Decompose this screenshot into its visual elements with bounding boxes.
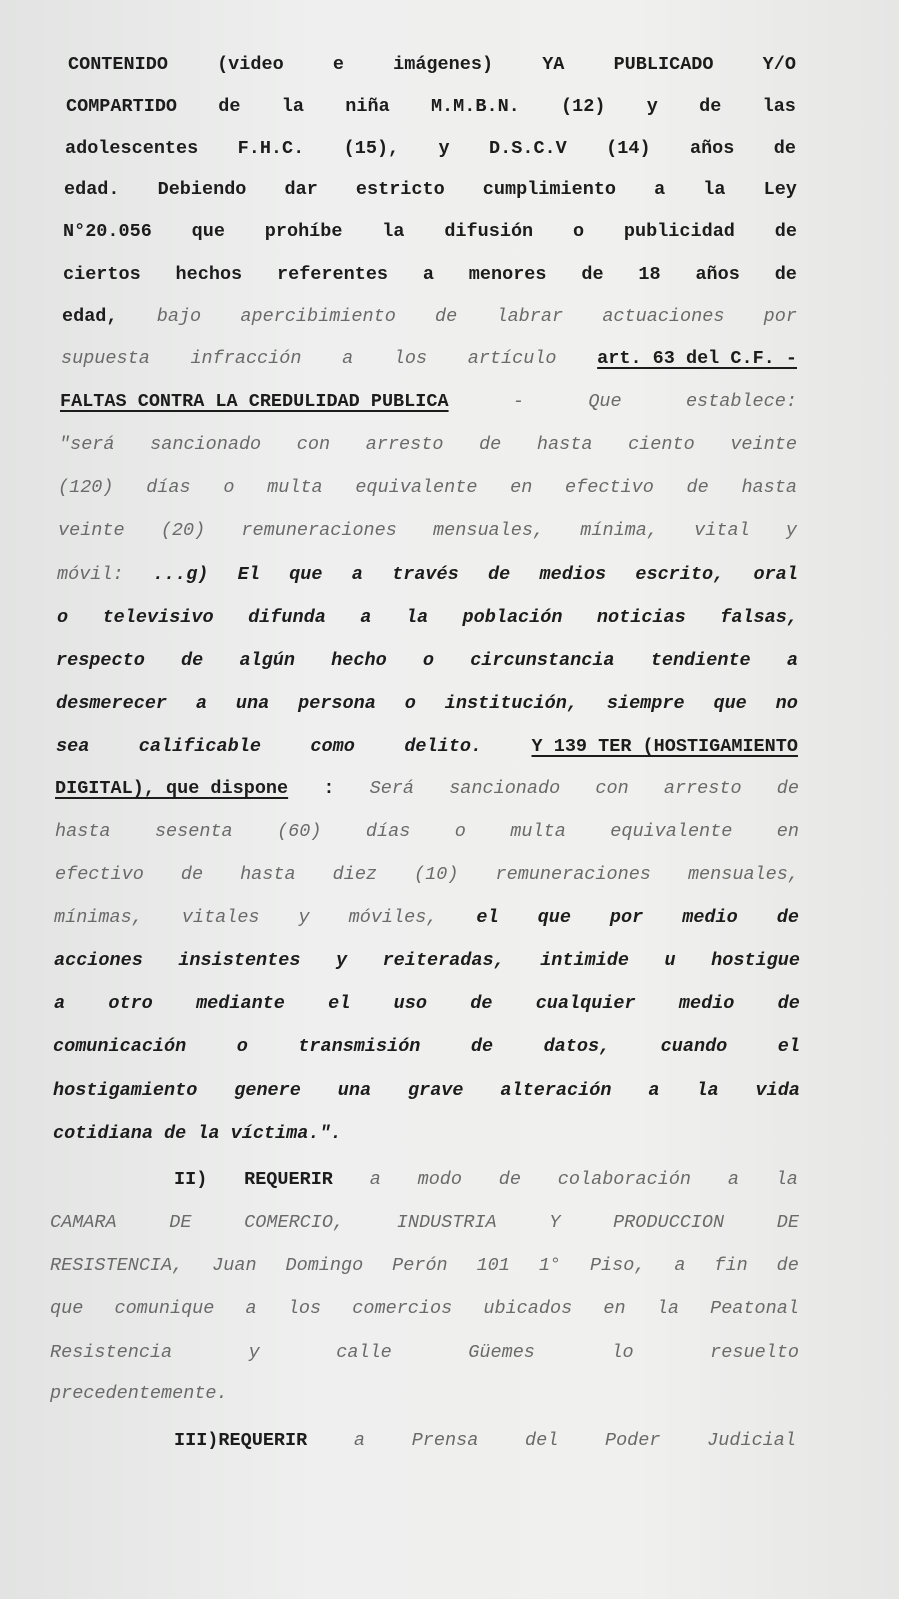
text-segment: imágenes) [393, 54, 494, 75]
text-segment: (video [217, 54, 284, 75]
text-segment: (10) [414, 864, 459, 885]
text-line [66, 94, 796, 120]
text-segment: y [785, 520, 797, 541]
text-segment: que [537, 907, 571, 928]
text-segment: El [237, 564, 260, 585]
text-segment: de [776, 907, 799, 928]
text-segment: una [235, 693, 270, 714]
text-segment: mensuales, [687, 864, 799, 885]
text-segment: edad. [64, 179, 120, 200]
text-segment: Domingo [285, 1255, 364, 1276]
text-segment: calle [336, 1342, 392, 1363]
text-line [53, 1034, 800, 1060]
text-line [54, 948, 800, 974]
text-segment: a [360, 607, 372, 628]
text-segment: a [353, 1430, 366, 1451]
text-segment: institución, [444, 693, 578, 714]
text-segment: FALTAS CONTRA LA CREDULIDAD PUBLICA [60, 391, 449, 412]
text-segment: reiteradas, [382, 950, 505, 971]
text-segment: del [524, 1430, 559, 1451]
text-line [174, 1428, 796, 1454]
text-segment: o [422, 650, 434, 671]
text-segment: Prensa [411, 1430, 479, 1451]
text-segment: Peatonal [710, 1298, 799, 1319]
text-segment: a [727, 1169, 739, 1190]
text-segment: el [777, 1036, 800, 1057]
text-segment: equivalente [610, 821, 733, 842]
text-line [56, 648, 798, 674]
text-segment: hostigamiento [53, 1080, 198, 1101]
text-segment: hostigue [711, 950, 800, 971]
text-segment: noticias [596, 607, 686, 628]
text-segment: circunstancia [470, 650, 615, 671]
text-segment: que [713, 693, 747, 714]
text-segment: (12) [561, 96, 606, 117]
text-line [62, 304, 797, 330]
text-segment: por [763, 306, 797, 327]
text-segment: televisivo [102, 607, 214, 628]
text-segment: el [476, 907, 499, 928]
text-segment: de [479, 434, 502, 455]
text-segment: hasta [536, 434, 593, 455]
text-segment: Juan [212, 1255, 257, 1276]
text-segment: los [393, 348, 428, 369]
text-segment: ubicados [483, 1298, 573, 1319]
text-segment: la [656, 1298, 679, 1319]
text-line [63, 219, 797, 245]
text-segment: acciones [54, 950, 143, 971]
text-segment: Poder [604, 1430, 661, 1451]
text-segment: comunique [114, 1298, 215, 1319]
text-segment: Y 139 TER (HOSTIGAMIENTO [531, 736, 798, 757]
text-segment: equivalente [355, 477, 478, 498]
text-segment: referentes [277, 264, 389, 285]
text-segment: de [470, 993, 493, 1014]
text-segment: tendiente [650, 650, 751, 671]
text-segment: hasta [741, 477, 797, 498]
text-segment: III)REQUERIR [174, 1430, 308, 1451]
text-segment: o [572, 221, 585, 242]
text-segment: : [323, 778, 335, 799]
text-segment: persona [298, 693, 376, 714]
text-segment: arresto [365, 434, 444, 455]
text-line [64, 177, 797, 203]
text-segment: o [236, 1036, 248, 1057]
text-segment: vital [694, 520, 750, 541]
text-segment: genere [234, 1080, 301, 1101]
text-segment: ciertos [63, 264, 141, 285]
text-segment: precedentemente. [50, 1383, 228, 1404]
text-segment: en [603, 1298, 626, 1319]
text-segment: Perón [392, 1255, 448, 1276]
text-segment: a [195, 693, 208, 714]
text-segment: hasta [240, 864, 296, 885]
text-segment: ...g) [152, 564, 209, 585]
text-segment: (14) [606, 138, 651, 159]
text-segment: dar [284, 179, 318, 200]
text-segment: alteración [500, 1080, 612, 1101]
text-segment: una [337, 1080, 372, 1101]
text-line [50, 1381, 228, 1407]
text-segment: DE [776, 1212, 799, 1233]
text-line [54, 991, 800, 1017]
text-segment: la [703, 179, 726, 200]
text-segment: a [422, 264, 434, 285]
text-segment: COMERCIO, [244, 1212, 345, 1233]
text-segment: supuesta [61, 348, 150, 369]
text-segment: comunicación [53, 1036, 187, 1057]
text-segment: Será [369, 778, 415, 799]
text-segment: intimide [540, 950, 630, 971]
text-line [61, 346, 797, 372]
text-segment: remuneraciones [495, 864, 651, 885]
text-segment: Judicial [707, 1430, 796, 1451]
text-segment: de [686, 477, 709, 498]
text-segment: la [775, 1169, 798, 1190]
text-segment: años [689, 138, 735, 159]
text-segment: grave [407, 1080, 464, 1101]
text-segment: RESISTENCIA, [50, 1255, 184, 1276]
text-segment: edad, [62, 306, 118, 327]
text-segment: delito. [404, 736, 483, 757]
text-line [57, 562, 798, 588]
text-segment: mensuales, [433, 520, 545, 541]
text-segment: actuaciones [602, 306, 725, 327]
text-segment: apercibimiento [240, 306, 396, 327]
text-segment: con [296, 434, 331, 455]
text-segment: DE [169, 1212, 192, 1233]
text-segment: de [773, 138, 796, 159]
text-segment: cumplimiento [482, 179, 617, 200]
text-line [57, 605, 798, 631]
text-segment: días [146, 477, 191, 498]
text-segment: la [696, 1080, 719, 1101]
text-segment: días [365, 821, 411, 842]
text-segment: (20) [160, 520, 206, 541]
text-segment: comercios [352, 1298, 453, 1319]
text-segment: 101 [476, 1255, 510, 1276]
text-segment: publicidad [623, 221, 735, 242]
text-segment: siempre [606, 693, 685, 714]
text-segment: sesenta [154, 821, 233, 842]
text-segment: los [287, 1298, 322, 1319]
text-segment: sea [56, 736, 90, 757]
text-segment: que [289, 564, 323, 585]
text-segment: de [774, 264, 797, 285]
text-segment: INDUSTRIA [396, 1212, 497, 1233]
text-segment: lo [611, 1342, 634, 1363]
text-segment: a [369, 1169, 381, 1190]
text-line [174, 1167, 798, 1193]
text-segment: cuando [660, 1036, 728, 1057]
text-segment: o [57, 607, 69, 628]
text-segment: o [454, 821, 466, 842]
text-segment: vitales [181, 907, 260, 928]
text-segment: hecho [331, 650, 387, 671]
text-segment: través [392, 564, 459, 585]
text-segment: y [248, 1342, 260, 1363]
text-segment: (120) [58, 477, 114, 498]
text-segment: artículo [467, 348, 557, 369]
text-segment: remuneraciones [241, 520, 397, 541]
text-segment: N°20.056 [63, 221, 152, 242]
text-segment: COMPARTIDO [66, 96, 178, 117]
text-segment: medio [682, 907, 738, 928]
text-line [68, 52, 796, 78]
text-line [53, 1078, 800, 1104]
text-segment: "será [59, 434, 115, 455]
text-segment: - [512, 391, 524, 412]
text-segment: labrar [496, 306, 564, 327]
text-segment: u [664, 950, 676, 971]
text-segment: de [581, 264, 604, 285]
text-segment: de [777, 993, 800, 1014]
text-segment: a [674, 1255, 686, 1276]
text-segment: a [245, 1298, 257, 1319]
text-segment: a [351, 564, 363, 585]
text-segment: PRODUCCION [613, 1212, 725, 1233]
text-line [56, 691, 798, 717]
text-segment: de [488, 564, 511, 585]
text-segment: de [181, 650, 204, 671]
text-segment: a [54, 993, 66, 1014]
text-segment: Debiendo [157, 179, 247, 200]
text-segment: de [218, 96, 241, 117]
text-segment: falsas, [720, 607, 798, 628]
text-segment: a [648, 1080, 660, 1101]
text-segment: 1° [538, 1255, 562, 1276]
text-segment: o [404, 693, 416, 714]
text-segment: la [382, 221, 405, 242]
text-line [50, 1340, 799, 1366]
text-segment: y [298, 907, 310, 928]
text-segment: REQUERIR [244, 1169, 333, 1190]
text-segment: medios [539, 564, 607, 585]
text-segment: a [786, 650, 798, 671]
text-line [58, 475, 797, 501]
text-segment: de [699, 96, 722, 117]
text-segment: F.H.C. [237, 138, 305, 159]
text-segment: colaboración [557, 1169, 692, 1190]
text-segment: establece: [685, 391, 797, 412]
text-segment: diez [332, 864, 378, 885]
text-segment: Ley [763, 179, 797, 200]
text-line [59, 432, 797, 458]
text-line [56, 734, 798, 760]
text-segment: que [50, 1298, 84, 1319]
text-segment: escrito, [635, 564, 725, 585]
text-segment: Piso, [589, 1255, 646, 1276]
text-segment: la [405, 607, 429, 628]
text-line [55, 776, 799, 802]
text-segment: veinte [730, 434, 797, 455]
text-segment: datos, [543, 1036, 611, 1057]
text-segment: CAMARA [50, 1212, 117, 1233]
text-segment: a [654, 179, 666, 200]
text-segment: art. 63 del C.F. - [597, 348, 797, 369]
text-segment: M.M.B.N. [430, 96, 520, 117]
text-line [55, 862, 799, 888]
text-line [63, 262, 797, 288]
text-segment: años [695, 264, 740, 285]
text-segment: ciento [628, 434, 695, 455]
text-segment: insistentes [178, 950, 301, 971]
text-segment: Que [588, 391, 622, 412]
text-segment: vida [755, 1080, 800, 1101]
text-segment: calificable [138, 736, 261, 757]
text-segment: DIGITAL), que dispone [55, 778, 289, 799]
text-segment: mínimas, [54, 907, 143, 928]
text-segment: el [328, 993, 351, 1014]
text-segment: de [180, 864, 204, 885]
text-segment: sancionado [449, 778, 561, 799]
text-segment: (15), [343, 138, 400, 159]
text-segment: cotidiana de la víctima.". [53, 1123, 342, 1144]
text-segment: de [774, 221, 797, 242]
text-segment: efectivo [55, 864, 144, 885]
text-segment: de [470, 1036, 494, 1057]
text-segment: a [342, 348, 354, 369]
text-segment: mínima, [580, 520, 658, 541]
text-line [50, 1253, 799, 1279]
text-segment: de [776, 1255, 799, 1276]
text-segment: e [332, 54, 344, 75]
text-segment: población [462, 607, 563, 628]
text-line [50, 1210, 799, 1236]
text-segment: D.S.C.V [489, 138, 567, 159]
text-segment: difusión [444, 221, 534, 242]
text-segment: respecto [56, 650, 145, 671]
text-segment: PUBLICADO [613, 54, 714, 75]
text-segment: adolescentes [65, 138, 199, 159]
text-segment: móviles, [348, 907, 438, 928]
text-segment: 18 [638, 264, 661, 285]
text-segment: bajo [156, 306, 202, 327]
text-segment: (60) [277, 821, 322, 842]
text-segment: como [310, 736, 355, 757]
text-segment: otro [108, 993, 153, 1014]
text-segment: II) [174, 1169, 208, 1190]
text-segment: en [510, 477, 533, 498]
text-segment: transmisión [298, 1036, 421, 1057]
text-segment: por [609, 907, 644, 928]
text-line [50, 1296, 799, 1322]
text-segment: de [435, 306, 458, 327]
text-segment: fin [714, 1255, 748, 1276]
text-segment: efectivo [565, 477, 654, 498]
text-segment: y [438, 138, 450, 159]
text-segment: estricto [355, 179, 445, 200]
text-segment: uso [393, 993, 427, 1014]
text-line [60, 389, 797, 415]
text-segment: multa [267, 477, 323, 498]
text-segment: prohíbe [264, 221, 343, 242]
text-segment: Resistencia [50, 1342, 173, 1363]
text-segment: arresto [663, 778, 742, 799]
text-segment: Y [549, 1212, 561, 1233]
text-segment: oral [753, 564, 798, 585]
text-segment: sancionado [150, 434, 262, 455]
text-line [65, 136, 796, 162]
text-segment: con [595, 778, 629, 799]
text-segment: y [335, 950, 348, 971]
text-segment: cualquier [535, 993, 636, 1014]
text-line [55, 819, 799, 845]
text-segment: veinte [58, 520, 125, 541]
text-segment: difunda [248, 607, 326, 628]
text-segment: de [498, 1169, 522, 1190]
text-segment: las [762, 96, 796, 117]
text-segment: de [776, 778, 799, 799]
text-line [54, 905, 799, 931]
text-segment: CONTENIDO [68, 54, 168, 75]
text-segment: algún [239, 650, 295, 671]
text-segment: hechos [175, 264, 243, 285]
text-segment: desmerecer [56, 693, 168, 714]
text-segment: Güemes [468, 1342, 535, 1363]
text-segment: resuelto [710, 1342, 799, 1363]
text-segment: multa [510, 821, 566, 842]
text-segment: menores [468, 264, 547, 285]
text-line [53, 1121, 342, 1147]
text-segment: Y/O [762, 54, 796, 75]
text-segment: la [281, 96, 304, 117]
text-segment: no [775, 693, 798, 714]
text-segment: niña [345, 96, 390, 117]
text-segment: mediante [196, 993, 285, 1014]
text-segment: hasta [55, 821, 111, 842]
text-line [58, 518, 797, 544]
text-segment: infracción [190, 348, 302, 369]
text-segment: en [776, 821, 799, 842]
text-segment: modo [417, 1169, 463, 1190]
text-segment: YA [542, 54, 565, 75]
text-segment: o [223, 477, 235, 498]
text-segment: móvil: [57, 564, 124, 585]
text-segment: y [646, 96, 658, 117]
text-segment: medio [678, 993, 735, 1014]
text-segment: que [191, 221, 225, 242]
